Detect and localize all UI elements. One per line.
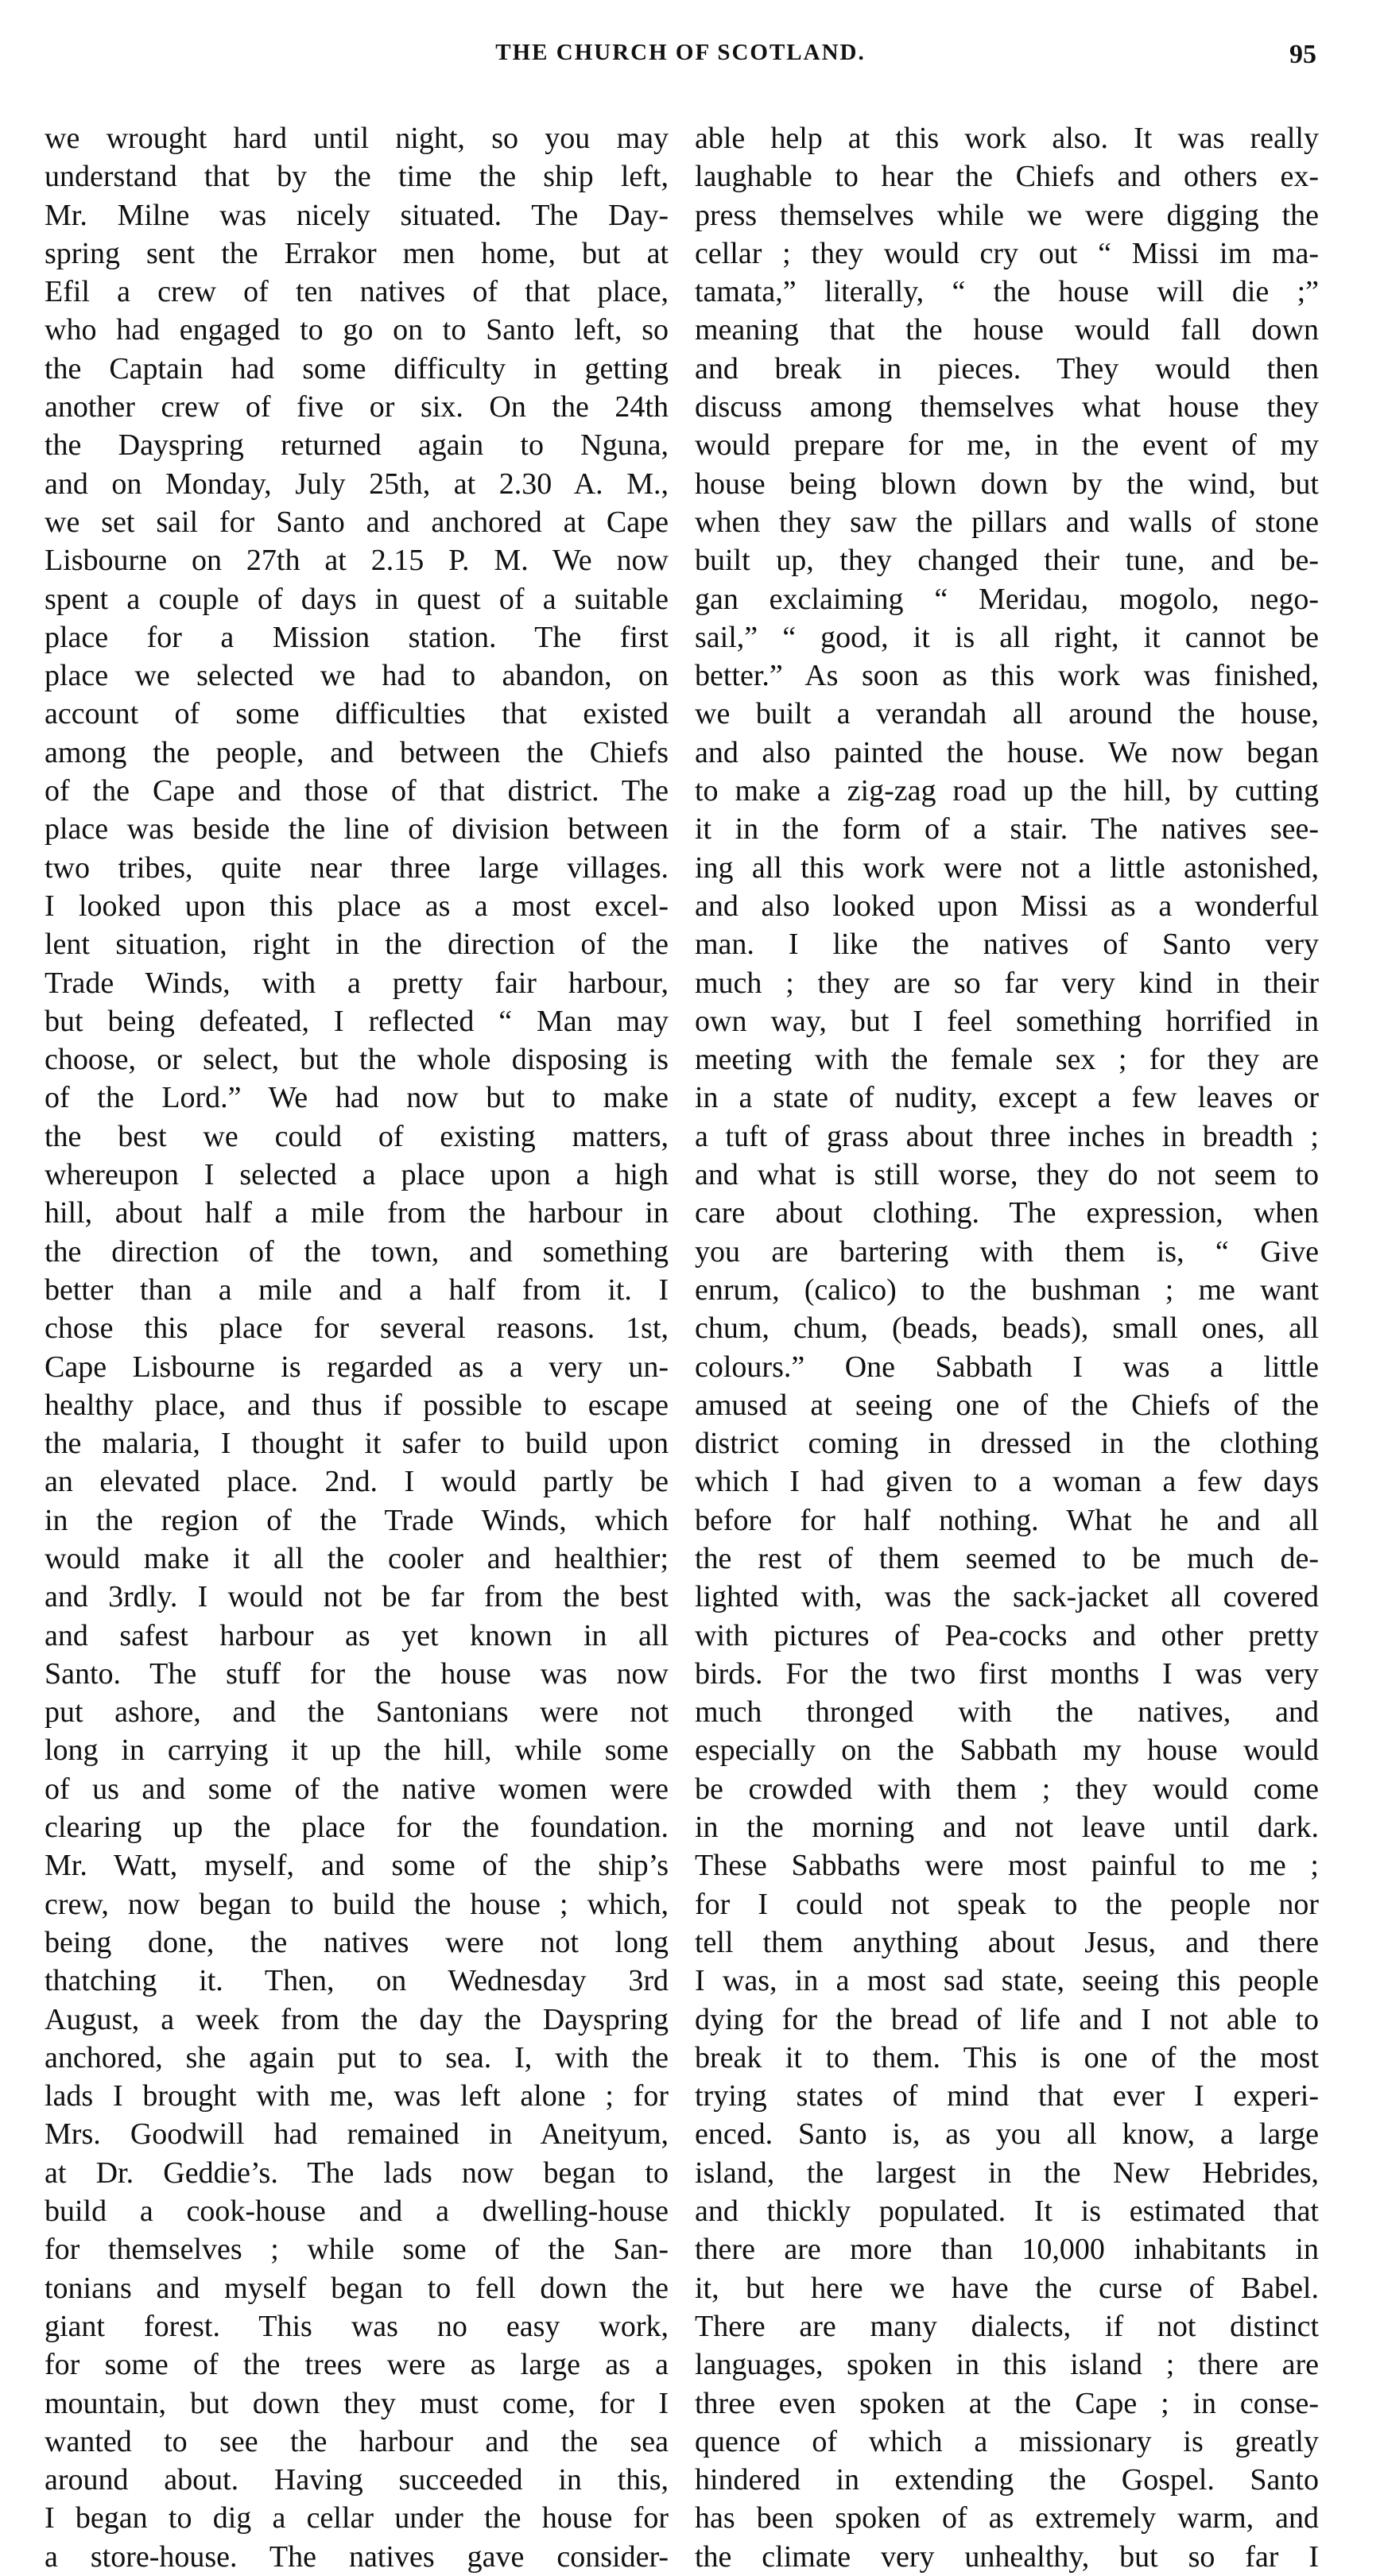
text-line: especially on the Sabbath my house would — [695, 1733, 1319, 1768]
text-line: place we selected we had to abandon, on — [45, 659, 669, 693]
text-line: much ; they are so far very kind in their — [695, 966, 1319, 1000]
text-line: we wrought hard until night, so you may — [45, 122, 669, 155]
text-line: hill, about half a mile from the harbour in — [45, 1196, 669, 1230]
text-line: the rest of them seemed to be much de- — [695, 1541, 1319, 1575]
text-line: the direction of the town, and something — [45, 1234, 669, 1269]
text-line: Mr. Watt, myself, and some of the ship’s — [45, 1849, 669, 1883]
page-number: 95 — [1289, 40, 1316, 69]
text-line: better.” As soon as this work was finished, — [695, 659, 1319, 693]
text-line: we built a verandah all around the house, — [695, 697, 1319, 731]
text-line: tell them anything about Jesus, and there — [695, 1925, 1319, 1959]
text-line: and also looked upon Missi as a wonderful — [695, 889, 1319, 923]
text-line: before for half nothing. What he and all — [695, 1503, 1319, 1537]
text-line: and safest harbour as yet known in all — [45, 1618, 669, 1652]
text-line: amused at seeing one of the Chiefs of the — [695, 1388, 1319, 1422]
text-line: own way, but I feel something horrified in — [695, 1004, 1319, 1038]
page-header — [45, 40, 1316, 81]
text-line: has been spoken of as extremely warm, and — [695, 2501, 1319, 2535]
text-line: for some of the trees were as large as a — [45, 2348, 669, 2382]
text-line: which I had given to a woman a few days — [695, 1465, 1319, 1499]
text-line: put ashore, and the Santonians were not — [45, 1695, 669, 1730]
left-text-column — [45, 119, 669, 2576]
text-line: Mrs. Goodwill had remained in Aneityum, — [45, 2117, 669, 2152]
text-line: press themselves while we were digging the — [695, 198, 1319, 232]
text-line: clearing up the place for the foundation. — [45, 1811, 669, 1845]
text-line: colours.” One Sabbath I was a little — [695, 1350, 1319, 1384]
text-line: care about clothing. The expression, when — [695, 1196, 1319, 1230]
text-line: another crew of five or six. On the 24th — [45, 390, 669, 424]
text-line: and also painted the house. We now began — [695, 735, 1319, 769]
text-line: hindered in extending the Gospel. Santo — [695, 2463, 1319, 2497]
text-line: Mr. Milne was nicely situated. The Day- — [45, 198, 669, 232]
text-line: three even spoken at the Cape ; in conse- — [695, 2386, 1319, 2420]
text-line: be crowded with them ; they would come — [695, 1772, 1319, 1806]
text-line: for themselves ; while some of the San- — [45, 2233, 669, 2267]
text-line: These Sabbaths were most painful to me ; — [695, 1849, 1319, 1883]
text-line: ing all this work were not a little astonished, — [695, 850, 1319, 885]
text-line: there are more than 10,000 inhabitants in — [695, 2233, 1319, 2267]
text-line: laughable to hear the Chiefs and others ex- — [695, 160, 1319, 194]
text-line: spent a couple of days in quest of a suitable — [45, 582, 669, 616]
text-line: and thickly populated. It is estimated that — [695, 2194, 1319, 2229]
text-line: I looked upon this place as a most excel- — [45, 889, 669, 923]
running-title: THE CHURCH OF SCOTLAND. — [495, 40, 866, 65]
text-line: understand that by the time the ship left, — [45, 160, 669, 194]
text-line: gan exclaiming “ Meridau, mogolo, nego- — [695, 582, 1319, 616]
text-line: of us and some of the native women were — [45, 1772, 669, 1806]
text-line: enced. Santo is, as you all know, a large — [695, 2117, 1319, 2152]
text-line: tamata,” literally, “ the house will die ;” — [695, 275, 1319, 309]
text-line: at Dr. Geddie’s. The lads now began to — [45, 2156, 669, 2190]
text-line: it, but here we have the curse of Babel. — [695, 2271, 1319, 2305]
text-line: build a cook-house and a dwelling-house — [45, 2194, 669, 2229]
text-line: chose this place for several reasons. 1st, — [45, 1311, 669, 1346]
text-line: built up, they changed their tune, and be- — [695, 544, 1319, 578]
text-line: lent situation, right in the direction of the — [45, 928, 669, 962]
text-line: giant forest. This was no easy work, — [45, 2309, 669, 2343]
text-line: better than a mile and a half from it. I — [45, 1273, 669, 1307]
text-line: the best we could of existing matters, — [45, 1119, 669, 1153]
text-line: in the region of the Trade Winds, which — [45, 1503, 669, 1537]
text-line: the climate very unhealthy, but so far I — [695, 2539, 1319, 2574]
text-line: anchored, she again put to sea. I, with the — [45, 2040, 669, 2074]
text-line: choose, or select, but the whole disposing is — [45, 1043, 669, 1077]
text-line: being done, the natives were not long — [45, 1925, 669, 1959]
text-line: district coming in dressed in the clothing — [695, 1427, 1319, 1461]
text-line: I began to dig a cellar under the house for — [45, 2501, 669, 2535]
text-line: long in carrying it up the hill, while some — [45, 1733, 669, 1768]
text-line: mountain, but down they must come, for I — [45, 2386, 669, 2420]
text-line: for I could not speak to the people nor — [695, 1887, 1319, 1921]
text-line: the Captain had some difficulty in getting — [45, 351, 669, 385]
text-line: would prepare for me, in the event of my — [695, 428, 1319, 463]
text-line: cellar ; they would cry out “ Missi im ma- — [695, 236, 1319, 270]
text-line: much thronged with the natives, and — [695, 1695, 1319, 1730]
text-line: when they saw the pillars and walls of stone — [695, 505, 1319, 539]
text-line: I was, in a most sad state, seeing this people — [695, 1964, 1319, 1998]
text-line: and 3rdly. I would not be far from the best — [45, 1580, 669, 1614]
text-line: account of some difficulties that existed — [45, 697, 669, 731]
text-line: spring sent the Errakor men home, but at — [45, 236, 669, 270]
text-line: There are many dialects, if not distinct — [695, 2309, 1319, 2343]
text-line: tonians and myself began to fell down the — [45, 2271, 669, 2305]
text-line: island, the largest in the New Hebrides, — [695, 2156, 1319, 2190]
text-line: wanted to see the harbour and the sea — [45, 2424, 669, 2458]
text-line: house being blown down by the wind, but — [695, 467, 1319, 501]
text-line: you are bartering with them is, “ Give — [695, 1234, 1319, 1269]
text-line: place for a Mission station. The first — [45, 620, 669, 654]
text-line: August, a week from the day the Dayspring — [45, 2002, 669, 2036]
text-line: would make it all the cooler and healthier; — [45, 1541, 669, 1575]
text-line: who had engaged to go on to Santo left, so — [45, 313, 669, 347]
text-line: languages, spoken in this island ; there are — [695, 2348, 1319, 2382]
text-line: Trade Winds, with a pretty fair harbour, — [45, 966, 669, 1000]
text-line: of the Lord.” We had now but to make — [45, 1081, 669, 1115]
text-line: in the morning and not leave until dark. — [695, 1811, 1319, 1845]
text-line: the Dayspring returned again to Nguna, — [45, 428, 669, 463]
text-line: enrum, (calico) to the bushman ; me want — [695, 1273, 1319, 1307]
text-line: quence of which a missionary is greatly — [695, 2424, 1319, 2458]
text-line: whereupon I selected a place upon a high — [45, 1158, 669, 1192]
text-line: meaning that the house would fall down — [695, 313, 1319, 347]
text-line: birds. For the two first months I was very — [695, 1656, 1319, 1691]
text-line: around about. Having succeeded in this, — [45, 2463, 669, 2497]
text-line: healthy place, and thus if possible to escape — [45, 1388, 669, 1422]
text-line: and what is still worse, they do not seem to — [695, 1158, 1319, 1192]
text-line: among the people, and between the Chiefs — [45, 735, 669, 769]
text-line: we set sail for Santo and anchored at Cape — [45, 505, 669, 539]
text-line: place was beside the line of division between — [45, 812, 669, 846]
text-line: crew, now began to build the house ; which, — [45, 1887, 669, 1921]
text-line: able help at this work also. It was really — [695, 122, 1319, 155]
text-line: two tribes, quite near three large villages. — [45, 850, 669, 885]
text-line: an elevated place. 2nd. I would partly be — [45, 1465, 669, 1499]
text-line: lads I brought with me, was left alone ; for — [45, 2079, 669, 2113]
text-line: in a state of nudity, except a few leaves or — [695, 1081, 1319, 1115]
text-line: a store-house. The natives gave consider- — [45, 2539, 669, 2574]
text-line: thatching it. Then, on Wednesday 3rd — [45, 1964, 669, 1998]
text-line: man. I like the natives of Santo very — [695, 928, 1319, 962]
text-line: sail,” “ good, it is all right, it cannot be — [695, 620, 1319, 654]
text-line: meeting with the female sex ; for they are — [695, 1043, 1319, 1077]
text-line: trying states of mind that ever I experi- — [695, 2079, 1319, 2113]
right-text-column — [695, 119, 1319, 2576]
text-line: but being defeated, I reflected “ Man may — [45, 1004, 669, 1038]
text-line: and break in pieces. They would then — [695, 351, 1319, 385]
text-line: it in the form of a stair. The natives see- — [695, 812, 1319, 846]
text-line: of the Cape and those of that district. The — [45, 774, 669, 808]
text-line: a tuft of grass about three inches in breadth ; — [695, 1119, 1319, 1153]
text-line: chum, chum, (beads, beads), small ones, all — [695, 1311, 1319, 1346]
text-line: lighted with, was the sack-jacket all covered — [695, 1580, 1319, 1614]
text-line: to make a zig-zag road up the hill, by cutting — [695, 774, 1319, 808]
text-line: break it to them. This is one of the most — [695, 2040, 1319, 2074]
text-line: the malaria, I thought it safer to build upon — [45, 1427, 669, 1461]
text-line: Lisbourne on 27th at 2.15 P. M. We now — [45, 544, 669, 578]
text-line: with pictures of Pea-cocks and other pretty — [695, 1618, 1319, 1652]
text-line: Santo. The stuff for the house was now — [45, 1656, 669, 1691]
text-line: Cape Lisbourne is regarded as a very un- — [45, 1350, 669, 1384]
text-line: discuss among themselves what house they — [695, 390, 1319, 424]
text-line: dying for the bread of life and I not able to — [695, 2002, 1319, 2036]
text-line: Efil a crew of ten natives of that place, — [45, 275, 669, 309]
text-line: and on Monday, July 25th, at 2.30 A. M., — [45, 467, 669, 501]
